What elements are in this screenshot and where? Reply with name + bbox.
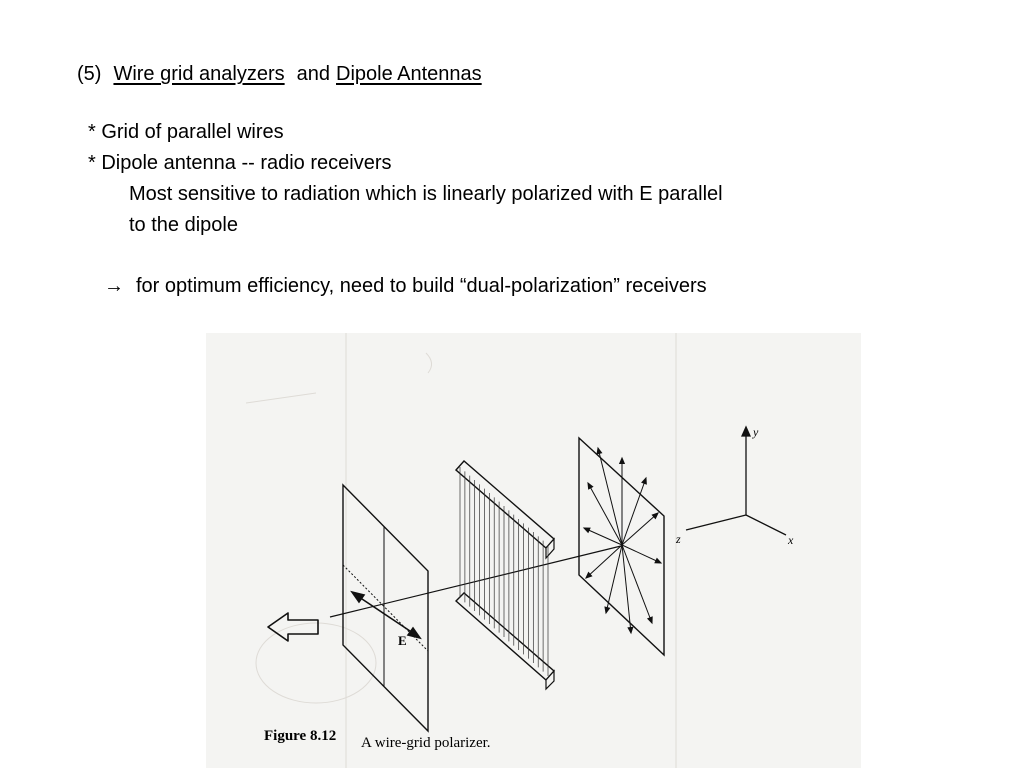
- hollow-arrow-icon: [268, 613, 318, 641]
- figure-caption-text: A wire-grid polarizer.: [361, 735, 491, 751]
- axis-z-label: z: [676, 532, 681, 546]
- wire-grid-polarizer-figure: [206, 333, 861, 768]
- axis-y-label: y: [753, 425, 759, 439]
- arrowhead: [588, 483, 593, 489]
- arrowhead: [655, 559, 661, 563]
- slide-heading: [77, 62, 482, 86]
- polarization-ray: [606, 545, 622, 613]
- right-arrow-icon: →: [104, 275, 124, 297]
- e-field-arrow: [352, 592, 420, 638]
- wire-grid: [456, 461, 554, 689]
- radial-polarization-arrows: [584, 448, 661, 633]
- wire-grid-analyzers-link[interactable]: Wire grid analyzers: [113, 63, 285, 85]
- arrowhead: [620, 458, 625, 464]
- bullet-grid-of-wires: * Grid of parallel wires: [88, 121, 284, 143]
- conclusion-text: for optimum efficiency, need to build “dual-polarization” receivers: [136, 275, 707, 297]
- dipole-antennas-link[interactable]: Dipole Antennas: [336, 63, 482, 85]
- arrowhead: [648, 617, 652, 623]
- e-label: E: [398, 633, 407, 648]
- heading-and: and: [296, 63, 330, 85]
- arrowhead: [605, 607, 610, 613]
- arrowhead: [597, 448, 602, 454]
- axis-x-label: x: [788, 533, 794, 547]
- figure-caption-label: Figure 8.12: [264, 728, 337, 744]
- arrowhead: [628, 627, 633, 633]
- conclusion-line: [104, 274, 707, 298]
- background-bleed: [246, 333, 676, 768]
- bullet-dipole-antenna: * Dipole antenna -- radio receivers: [88, 152, 392, 174]
- heading-number: (5): [77, 63, 102, 85]
- coordinate-axes: [686, 427, 786, 535]
- polarization-ray: [584, 528, 622, 545]
- analyzer-plane: [343, 485, 428, 731]
- polarization-ray: [598, 448, 622, 545]
- arrowhead: [584, 528, 590, 532]
- paragraph-line-1: Most sensitive to radiation which is linearly polarized with E parallel: [129, 183, 723, 205]
- polarization-ray: [588, 483, 622, 545]
- paragraph-line-2: to the dipole: [129, 214, 238, 236]
- arrowhead: [642, 478, 646, 484]
- polarizer-illustration: [206, 333, 861, 768]
